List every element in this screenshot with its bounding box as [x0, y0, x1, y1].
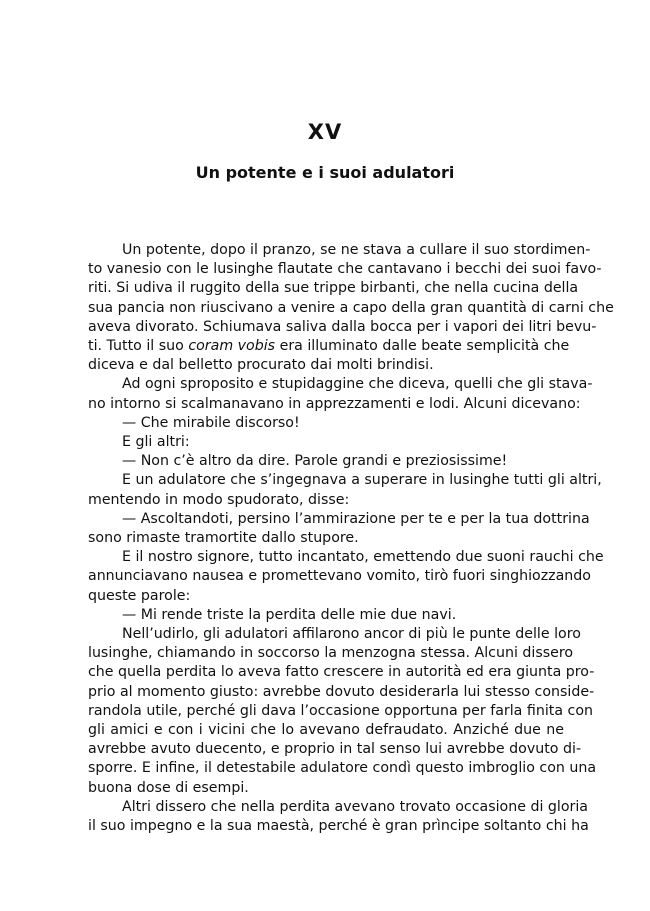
- text-line: E gli altri:: [122, 434, 190, 451]
- text-line: Un potente, dopo il pranzo, se ne stava a cullare il suo stordimen-: [122, 242, 591, 258]
- text-line: Nell’udirlo, gli adulatori affilarono ancor di più le punte delle loro: [122, 626, 581, 643]
- text-line: Ad ogni sproposito e stupidaggine che diceva, quelli che gli stava-: [122, 376, 593, 393]
- text-line: — Mi rende triste la perdita delle mie due navi.: [122, 606, 457, 623]
- text-line: sua pancia non riuscivano a venire a capo della gran quantità di carni che: [88, 299, 614, 316]
- chapter-title: Un potente e i suoi adulatori: [195, 163, 455, 182]
- text-line: — Ascoltandoti, persino l’ammirazione per te e per la tua dottrina: [122, 510, 590, 527]
- text-line: lusinghe, chiamando in soccorso la menzogna stessa. Alcuni dissero: [88, 645, 574, 662]
- text-line: il suo impegno e la sua maestà, perché è gran prìncipe soltanto chi ha: [88, 818, 589, 835]
- text-line: sono rimaste tramortite dallo stupore.: [88, 530, 359, 547]
- text-line: to vanesio con le lusinghe flautate che cantavano i becchi dei suoi favo-: [88, 261, 602, 278]
- chapter-number: XV: [307, 120, 343, 144]
- text-line: gli amici e con i vicini che lo avevano defraudato. Anziché due ne: [88, 722, 564, 739]
- text-line: mentendo in modo spudorato, disse:: [88, 491, 350, 508]
- text-line: ti. Tutto il suo coram vobis era illuminato dalle beate semplicità che: [88, 338, 570, 355]
- text-line: E un adulatore che s’ingegnava a superare in lusinghe tutti gli altri,: [122, 472, 602, 489]
- body-text: [88, 241, 614, 836]
- text-line: sporre. E infine, il detestabile adulatore condì questo imbroglio con una: [88, 760, 597, 777]
- text-line: prio al momento giusto: avrebbe dovuto desiderarla lui stesso conside-: [88, 683, 595, 700]
- text-line: Altri dissero che nella perdita avevano trovato occasione di gloria: [122, 798, 589, 815]
- text-line: riti. Si udiva il ruggito della sue trippe birbanti, che nella cucina della: [88, 280, 579, 297]
- italic-phrase: coram vobis: [188, 338, 276, 355]
- text-line: randola utile, perché gli dava l’occasione opportuna per farla finita con: [88, 702, 593, 719]
- text-line: annunciavano nausea e promettevano vomito, tirò fuori singhiozzando: [88, 568, 591, 585]
- text-line: che quella perdita lo aveva fatto crescere in autorità ed era giunta pro-: [88, 664, 595, 681]
- text-line: queste parole:: [88, 587, 191, 604]
- text-line: — Non c’è altro da dire. Parole grandi e preziosissime!: [122, 453, 508, 470]
- text-line: avrebbe avuto duecento, e proprio in tal senso lui avrebbe dovuto di-: [88, 741, 582, 758]
- text-line: buona dose di esempi.: [88, 779, 249, 796]
- text-line: — Che mirabile discorso!: [122, 414, 300, 431]
- text-line: E il nostro signore, tutto incantato, emettendo due suoni rauchi che: [122, 549, 604, 566]
- text-line: diceva e dal belletto procurato dai molti brindisi.: [88, 357, 434, 374]
- text-line: no intorno si scalmanavano in apprezzamenti e lodi. Alcuni dicevano:: [88, 395, 581, 412]
- text-line: aveva divorato. Schiumava saliva dalla bocca per i vapori dei litri bevu-: [88, 318, 597, 335]
